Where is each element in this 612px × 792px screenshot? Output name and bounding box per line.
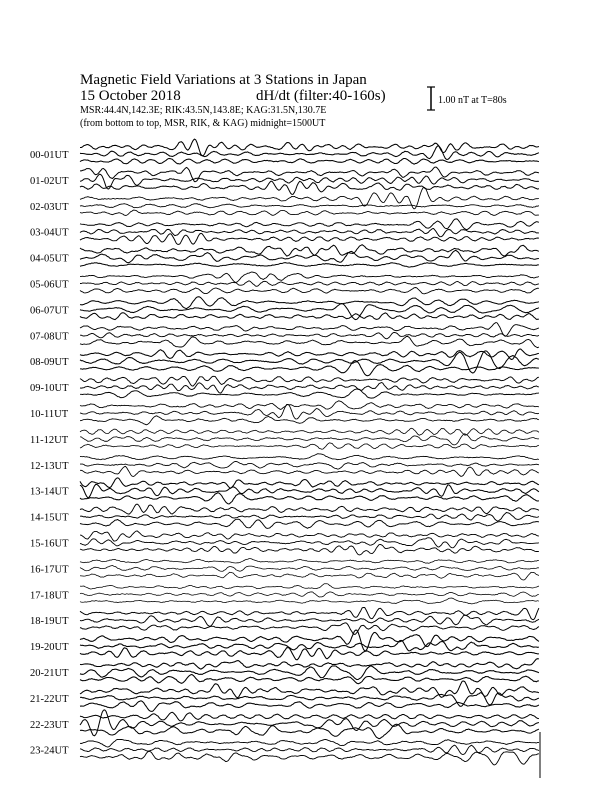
hour-label: 00-01UT <box>30 150 69 161</box>
trace-rik <box>80 615 539 626</box>
hour-label: 02-03UT <box>30 201 69 213</box>
trace-rik <box>80 538 539 548</box>
trace-msr <box>80 159 539 165</box>
station-coordinates: MSR:44.4N,142.3E; RIK:43.5N,143.8E; KAG:31.5N,130.7E <box>80 105 327 116</box>
trace-rik <box>80 640 539 651</box>
trace-msr <box>80 751 539 765</box>
trace-msr <box>80 210 539 215</box>
hour-label: 23-24UT <box>30 745 69 757</box>
trace-rik <box>80 693 539 707</box>
trace-msr <box>80 493 539 504</box>
hour-label: 07-08UT <box>30 331 69 343</box>
trace-msr <box>80 701 539 712</box>
trace-msr <box>80 648 539 660</box>
trace-msr <box>80 724 539 738</box>
trace-rik <box>80 461 539 469</box>
trace-kag <box>80 681 539 698</box>
hour-label: 13-14UT <box>30 486 69 498</box>
trace-msr <box>80 336 539 347</box>
trace-rik <box>80 434 539 445</box>
trace-kag <box>80 401 539 410</box>
hour-label: 11-12UT <box>30 434 69 446</box>
trace-msr <box>80 675 539 684</box>
hour-label: 20-21UT <box>30 668 69 679</box>
hour-label: 06-07UT <box>30 305 69 317</box>
trace-rik <box>80 250 539 262</box>
trace-rik <box>80 229 539 237</box>
trace-kag <box>80 272 539 282</box>
hour-label: 16-17UT <box>30 564 69 576</box>
chart-title: Magnetic Field Variations at 3 Stations in Japan <box>80 72 367 88</box>
quantity-label: dH/dt (filter:40-160s) <box>256 88 386 104</box>
hour-label: 21-22UT <box>30 693 69 705</box>
hour-label: 10-11UT <box>30 409 69 420</box>
trace-msr <box>80 519 539 528</box>
trace-msr <box>80 572 539 580</box>
trace-rik <box>80 566 539 572</box>
trace-msr <box>80 233 539 244</box>
trace-msr <box>80 361 539 376</box>
trace-rik <box>80 383 539 394</box>
trace-msr <box>80 544 539 555</box>
trace-order-note: (from bottom to top, MSR, RIK, & KAG) midnight=1500UT <box>80 118 326 129</box>
trace-rik <box>80 513 539 522</box>
trace-msr <box>80 443 539 449</box>
hour-label: 05-06UT <box>30 279 69 291</box>
hour-label: 08-09UT <box>30 357 69 369</box>
trace-kag <box>80 245 539 256</box>
trace-msr <box>80 263 539 268</box>
trace-rik <box>80 351 539 373</box>
trace-kag <box>80 531 539 541</box>
trace-msr <box>80 466 539 476</box>
hour-label: 18-19UT <box>30 616 69 628</box>
hour-label-group <box>30 150 69 757</box>
trace-rik <box>80 281 539 287</box>
trace-kag <box>80 584 539 589</box>
trace-kag <box>80 478 539 488</box>
trace-kag <box>80 219 539 230</box>
hour-label: 22-23UT <box>30 719 69 731</box>
hour-label: 09-10UT <box>30 383 69 395</box>
trace-kag <box>80 504 539 514</box>
hour-label: 12-13UT <box>30 460 69 472</box>
date-label: 15 October 2018 <box>80 88 181 104</box>
trace-msr <box>80 288 539 294</box>
trace-kag <box>80 187 539 209</box>
trace-kag <box>80 559 539 564</box>
trace-kag <box>80 454 539 460</box>
trace-msr <box>80 181 539 194</box>
hour-label: 03-04UT <box>30 227 69 239</box>
trace-msr <box>80 598 539 604</box>
hour-label: 01-02UT <box>30 175 69 187</box>
trace-msr <box>80 389 539 398</box>
hour-label: 04-05UT <box>30 253 69 265</box>
hour-label: 15-16UT <box>30 538 69 550</box>
trace-msr <box>80 416 539 425</box>
trace-rik <box>80 146 539 159</box>
trace-msr <box>80 623 539 635</box>
trace-rik <box>80 333 539 339</box>
trace-kag <box>80 376 539 386</box>
hour-label: 14-15UT <box>30 512 69 524</box>
trace-kag <box>80 630 539 651</box>
hour-label: 17-18UT <box>30 590 69 602</box>
trace-kag <box>80 712 539 721</box>
scale-label: 1.00 nT at T=80s <box>438 95 507 106</box>
trace-group <box>80 139 539 765</box>
trace-kag <box>80 349 539 360</box>
trace-kag <box>80 428 539 435</box>
trace-rik <box>80 204 539 208</box>
hour-label: 19-20UT <box>30 642 69 654</box>
trace-msr <box>80 313 539 320</box>
trace-rik <box>80 592 539 597</box>
trace-rik <box>80 745 539 754</box>
